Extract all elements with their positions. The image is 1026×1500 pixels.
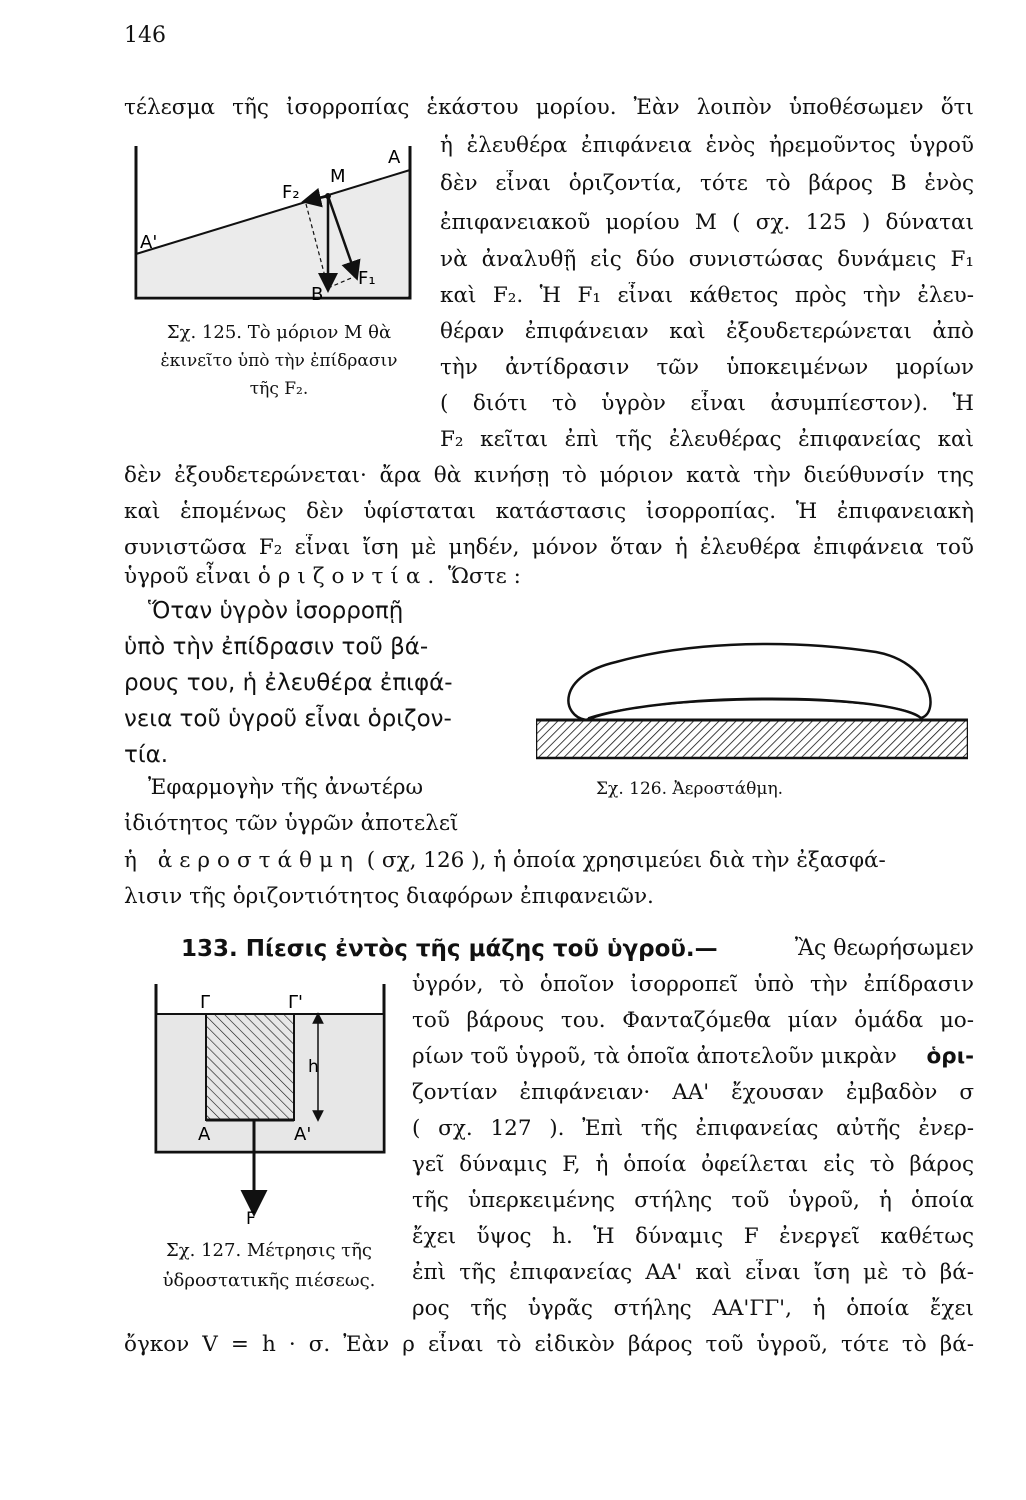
figure-127-caption xyxy=(124,1236,414,1296)
paragraph-line: τέλεσμα τῆς ἰσορροπίας ἑκάστου μορίου. Ἐὰν λοιπὸν ὑποθέσωμεν ὅτι xyxy=(124,95,974,120)
paragraph-line: δὲν εἶναι ὁριζοντία, τότε τὸ βάρος Β ἑνὸς xyxy=(440,171,974,196)
bubble xyxy=(568,644,930,720)
paragraph-line: ἐπιφανειακοῦ μορίου Μ ( σχ. 125 ) δύναται xyxy=(440,210,974,235)
figure-125-caption xyxy=(124,322,434,400)
line-text: ὑγροῦ εἶναι xyxy=(124,564,251,589)
molecule-m xyxy=(325,193,331,199)
paragraph-line: θέραν ἐπιφάνειαν καὶ ἐξουδετερώνεται ἀπὸ xyxy=(440,319,974,344)
label-f1: F₁ xyxy=(358,268,376,289)
label-a: A xyxy=(388,147,401,168)
line-text: ρίων τοῦ ὑγροῦ, τὰ ὁποῖα ἀποτελοῦν μικρὰν xyxy=(412,1044,897,1069)
level-base xyxy=(536,720,968,758)
paragraph-line: ζοντίαν ἐπιφάνειαν· ΑΑ' ἔχουσαν ἐμβαδὸν σ xyxy=(412,1080,974,1105)
paragraph-line: ( σχ. 127 ). Ἐπὶ τῆς ἐπιφανείας αὐτῆς ἐνερ- xyxy=(412,1116,974,1141)
rule-line: τία. xyxy=(124,742,169,768)
paragraph-line: ἐπὶ τῆς ἐπιφανείας ΑΑ' καὶ εἶναι ἴση μὲ τὸ βά- xyxy=(412,1260,974,1285)
rule-line: Ὅταν ὑγρὸν ἰσορροπῇ xyxy=(148,598,404,624)
label-m: M xyxy=(330,166,346,187)
paragraph-line: ἔχει ὕψος h. Ἡ δύναμις F ἐνεργεῖ καθέτως xyxy=(412,1224,974,1249)
paragraph-line: ( διότι τὸ ὑγρὸν εἶναι ἀσυμπίεστον). Ἡ xyxy=(440,391,974,416)
caption-line: Σχ. 127. Μέτρησις τῆς xyxy=(166,1240,372,1261)
paragraph-line: ὄγκον V = h · σ. Ἐὰν ρ εἶναι τὸ εἰδικὸν βάρος τοῦ ὑγροῦ, τότε τὸ βά- xyxy=(124,1332,974,1357)
emphasized-word: ὁριζοντία. xyxy=(257,564,442,589)
paragraph-line: τὴν ἀντίδρασιν τῶν ὑποκειμένων μορίων xyxy=(440,355,974,380)
label-gamma: Γ xyxy=(200,992,211,1013)
paragraph-line: τοῦ βάρους του. Φανταζόμεθα μίαν ὁμάδα μο- xyxy=(412,1008,974,1033)
label-a: A xyxy=(198,1124,211,1145)
figure-126 xyxy=(536,632,968,768)
section-heading: 133. Πίεσις ἐντὸς τῆς μάζης τοῦ ὑγροῦ.— xyxy=(181,936,718,962)
label-a-prime: A' xyxy=(140,232,158,253)
figure-125 xyxy=(130,138,420,308)
caption-line: Σχ. 125. Τὸ μόριον Μ θὰ xyxy=(166,322,392,343)
paragraph-line xyxy=(412,1043,974,1071)
figure-126-caption: Σχ. 126. Ἀεροστάθμη. xyxy=(596,779,784,799)
label-b: B xyxy=(311,284,324,305)
bold-word: ὁρι- xyxy=(926,1044,974,1069)
paragraph-line: ρος τῆς ὑγρᾶς στήλης ΑΑ'ΓΓ', ἡ ὁποία ἔχει xyxy=(412,1296,974,1321)
paragraph-line: καὶ ἑπομένως δὲν ὑφίσταται κατάστασις ἰσορροπίας. Ἡ ἐπιφανειακὴ xyxy=(124,499,974,524)
paragraph-line: γεῖ δύναμις F, ἡ ὁποία ὀφείλεται εἰς τὸ βάρος xyxy=(412,1152,974,1177)
paragraph-line xyxy=(124,563,521,591)
label-f: F xyxy=(246,1209,256,1229)
paragraph-line: ἡ ἐλευθέρα ἐπιφάνεια ἑνὸς ἠρεμοῦντος ὑγροῦ xyxy=(440,133,974,158)
paragraph-line: νὰ ἀναλυθῇ εἰς δύο συνιστώσας δυνάμεις F₁ xyxy=(440,247,974,272)
rule-line: νεια τοῦ ὑγροῦ εἶναι ὁριζον- xyxy=(124,706,452,732)
paragraph-line: Ἐφαρμογὴν τῆς ἀνωτέρω xyxy=(148,775,424,800)
caption-line: ἐκινεῖτο ὑπὸ τὴν ἐπίδρασιν xyxy=(160,351,398,371)
label-gamma-prime: Γ' xyxy=(288,992,303,1013)
emphasized-word: ἡ ἀεροστάθμη xyxy=(124,848,360,873)
caption-line: τῆς F₂. xyxy=(249,379,309,399)
paragraph-line xyxy=(124,847,886,875)
paragraph-line: δὲν ἐξουδετερώνεται· ἄρα θὰ κινήσῃ τὸ μόριον κατὰ τὴν διεύθυνσίν της xyxy=(124,463,974,488)
caption-line: ὑδροστατικῆς πιέσεως. xyxy=(162,1270,376,1291)
line-text: Ὥστε : xyxy=(448,564,521,589)
paragraph-line: ἰδιότητος τῶν ὑγρῶν ἀποτελεῖ xyxy=(124,811,459,836)
line-text: Ἂς θεωρήσωμεν xyxy=(794,936,974,961)
line-text: ( σχ, 126 ), ἡ ὁποία χρησιμεύει διὰ τὴν ἐξασφά- xyxy=(366,848,886,873)
page-number: 146 xyxy=(124,23,166,48)
paragraph-line: ὑγρόν, τὸ ὁποῖον ἰσορροπεῖ ὑπὸ τὴν ἐπίδρασιν xyxy=(412,972,974,997)
label-f2: F₂ xyxy=(282,182,300,203)
paragraph-line: καὶ F₂. Ἡ F₁ εἶναι κάθετος πρὸς τὴν ἐλευ- xyxy=(440,283,974,308)
liquid-column xyxy=(206,1014,294,1120)
paragraph-line: F₂ κεῖται ἐπὶ τῆς ἐλευθέρας ἐπιφανείας καὶ xyxy=(440,427,974,452)
paragraph-line: συνιστῶσα F₂ εἶναι ἴση μὲ μηδέν, μόνον ὅταν ἡ ἐλευθέρα ἐπιφάνεια τοῦ xyxy=(124,535,974,560)
rule-line: ρους του, ἡ ἐλευθέρα ἐπιφά- xyxy=(124,670,453,696)
paragraph-line: λισιν τῆς ὁριζοντιότητος διαφόρων ἐπιφανειῶν. xyxy=(124,884,654,909)
paragraph-line: τῆς ὑπερκειμένης στήλης τοῦ ὑγροῦ, ἡ ὁποία xyxy=(412,1188,974,1213)
figure-127 xyxy=(140,980,402,1230)
section-heading-line xyxy=(181,935,974,964)
label-a-prime: A' xyxy=(294,1124,312,1145)
label-h: h xyxy=(308,1057,319,1077)
rule-line: ὑπὸ τὴν ἐπίδρασιν τοῦ βά- xyxy=(124,634,429,660)
